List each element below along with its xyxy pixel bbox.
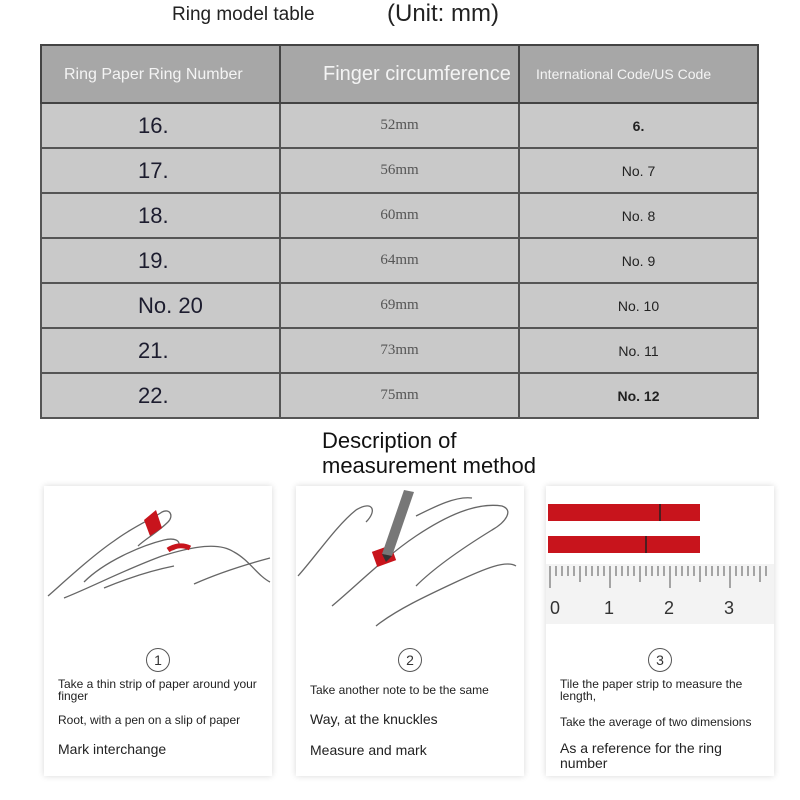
step-3-line-3: As a reference for the ring number: [560, 740, 722, 771]
step-3-line-2: Take the average of two dimensions: [560, 715, 752, 729]
circumference-cell: 73mm: [280, 328, 519, 373]
ring-number-cell: 21.: [41, 328, 280, 373]
ring-number-cell: No. 20: [41, 283, 280, 328]
us-code-cell: 6.: [519, 103, 758, 148]
us-code-cell: No. 12: [519, 373, 758, 418]
step-1-line-2: Root, with a pen on a slip of paper: [58, 713, 241, 727]
hand-wrap-illustration: [44, 486, 272, 636]
table-row: [41, 328, 758, 373]
step-2-line-3: Measure and mark: [310, 742, 427, 758]
ruler-label-0: 0: [550, 598, 561, 618]
step-3-line-1: Tile the paper strip to measure the length,: [560, 677, 743, 703]
pen-mark-illustration: [296, 486, 524, 636]
us-code-cell: No. 9: [519, 238, 758, 283]
us-code-cell: No. 8: [519, 193, 758, 238]
ruler-illustration: [546, 486, 774, 636]
ring-number-cell: 16.: [41, 103, 280, 148]
circumference-cell: 56mm: [280, 148, 519, 193]
ruler-label-1: 1: [604, 598, 615, 618]
step-2-line-2: Way, at the knuckles: [310, 711, 438, 727]
step-panel-2: [296, 486, 524, 776]
step-1-line-1: Take a thin strip of paper around your finger: [58, 677, 257, 703]
circumference-cell: 52mm: [280, 103, 519, 148]
table-title: Ring model table: [172, 4, 315, 25]
us-code-cell: No. 11: [519, 328, 758, 373]
unit-label: (Unit: mm): [387, 0, 499, 27]
col-header-us-code: International Code/US Code: [519, 45, 758, 103]
description-title: Description of measurement method: [322, 428, 536, 478]
step-number-2: 2: [398, 648, 422, 672]
ring-number-cell: 19.: [41, 238, 280, 283]
table-row: [41, 238, 758, 283]
ring-number-cell: 18.: [41, 193, 280, 238]
us-code-cell: No. 7: [519, 148, 758, 193]
ring-number-cell: 22.: [41, 373, 280, 418]
table-row: [41, 193, 758, 238]
step-2-line-1: Take another note to be the same: [310, 683, 489, 697]
us-code-cell: No. 10: [519, 283, 758, 328]
table-row: [41, 103, 758, 148]
ring-size-table: [40, 44, 759, 419]
table-row: [41, 373, 758, 418]
ruler-label-2: 2: [664, 598, 675, 618]
circumference-cell: 75mm: [280, 373, 519, 418]
table-header-row: [41, 45, 758, 103]
table-row: [41, 283, 758, 328]
col-header-ring-paper: Ring Paper Ring Number: [41, 45, 280, 103]
circumference-cell: 64mm: [280, 238, 519, 283]
circumference-cell: 60mm: [280, 193, 519, 238]
table-row: [41, 148, 758, 193]
circumference-cell: 69mm: [280, 283, 519, 328]
step-number-1: 1: [146, 648, 170, 672]
step-1-line-3: Mark interchange: [58, 741, 167, 757]
ruler-label-3: 3: [724, 598, 735, 618]
step-panel-3: [546, 486, 774, 776]
step-panel-1: [44, 486, 272, 776]
step-number-3: 3: [648, 648, 672, 672]
ring-number-cell: 17.: [41, 148, 280, 193]
col-header-circumference: Finger circumference: [280, 45, 519, 103]
